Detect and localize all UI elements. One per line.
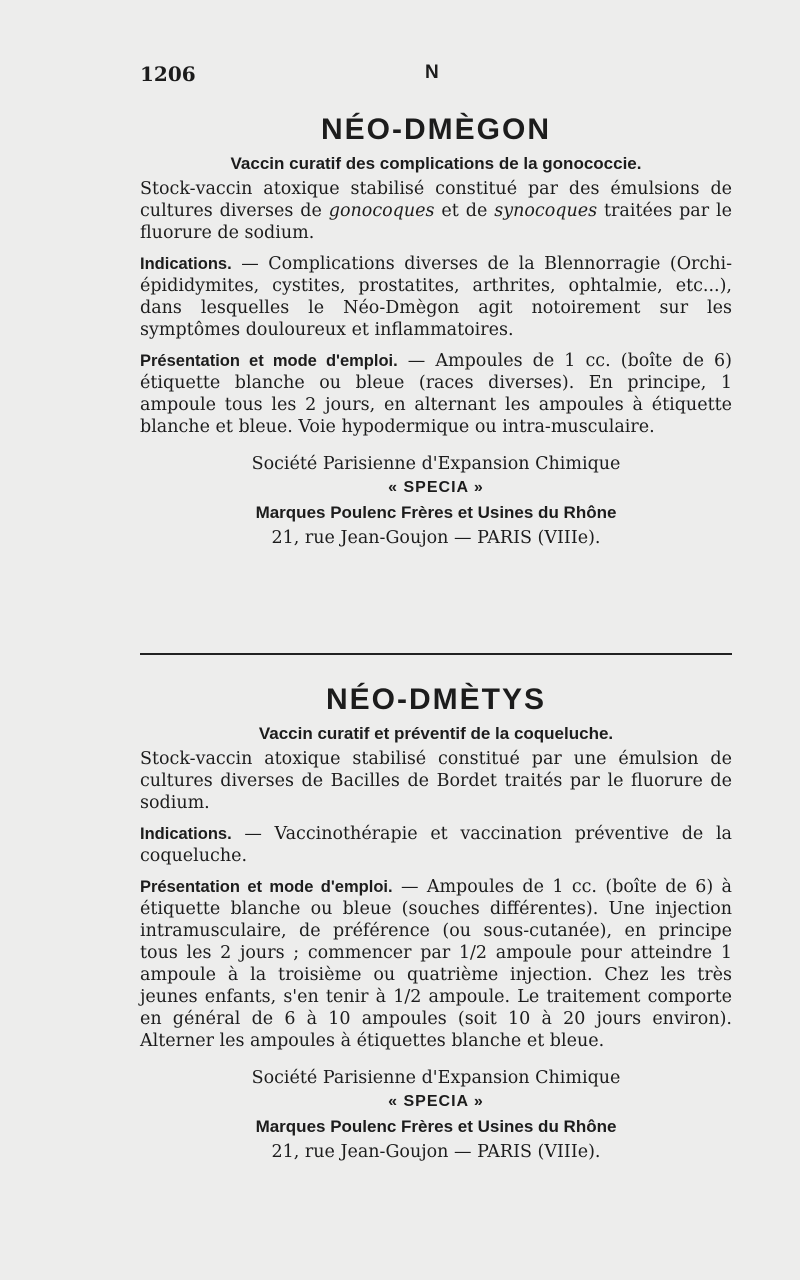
entry-neo-dmegon [140,112,732,550]
entry-description [140,178,732,244]
indications-label: Indications. [140,255,232,273]
brand-marques: Marques Poulenc Frères et Usines du Rhône [255,1117,617,1136]
description-text: et de [434,201,495,221]
section-divider [140,653,732,655]
entry-description: Stock-vaccin atoxique stabilisé constitué par une émulsion de cultures diverses de Bacilles de Bordet traités par le fluorure de sodium. [140,749,732,813]
entry-title: NÉO-DMÈGON [321,113,551,146]
brand-specia: « SPECIA » [388,1093,484,1110]
indications-text: — Complications diverses de la Blennorragie (Orchi-épididymites, cystites, prostatites, arthrites, ophtalmie, etc...), dans lesquelles le Néo-Dmègon agit notoirement sur les symptômes douloureux et inflammatoires. [140,254,732,340]
description-text: traitées par le fluorure de sodium. [140,201,732,243]
brand-specia: « SPECIA » [388,479,484,496]
company-name: Société Parisienne d'Expansion Chimique [251,454,621,474]
indications-label: Indications. [140,825,232,843]
company-address: 21, rue Jean-Goujon — PARIS (VIIIe). [271,528,601,548]
description-italic: gonocoques [328,201,435,221]
entry-presentation [140,876,732,1052]
entry-subtitle: Vaccin curatif et préventif de la coqueluche. [258,724,614,743]
page-number: 1206 [140,62,196,86]
company-name: Société Parisienne d'Expansion Chimique [251,1068,621,1088]
description-italic: synocoques [494,201,598,221]
page-header [0,62,800,92]
company-address: 21, rue Jean-Goujon — PARIS (VIIIe). [271,1142,601,1162]
entry-subtitle: Vaccin curatif des complications de la gonococcie. [230,154,642,173]
indications-text: — Vaccinothérapie et vaccination préventive de la coqueluche. [140,824,732,866]
section-letter: N [425,62,439,83]
presentation-text: — Ampoules de 1 cc. (boîte de 6) étiquette blanche ou bleue (races diverses). En principe, 1 ampoule tous les 2 jours, en alternant les ampoules à étiquette blanche et bleue. Voie hypodermique ou intra-musculaire. [140,351,732,437]
brand-marques: Marques Poulenc Frères et Usines du Rhône [255,503,617,522]
entry-title: NÉO-DMÈTYS [325,683,546,716]
entry-indications [140,253,732,341]
entry-presentation [140,350,732,438]
description-text: Stock-vaccin atoxique stabilisé constitué par des émulsions de cultures diverses de [140,179,732,221]
entry-indications [140,823,732,867]
presentation-label: Présentation et mode d'emploi. [140,352,398,370]
entry-neo-dmetys [140,682,732,1164]
presentation-label: Présentation et mode d'emploi. [140,878,393,896]
presentation-text: — Ampoules de 1 cc. (boîte de 6) à étiquette blanche ou bleue (souches différentes). Une injection intramusculaire, de préférence (ou sous-cutanée), en principe tous les 2 jours ; commencer par 1/2 ampoule pour atteindre 1 ampoule à la troisième ou quatrième injection. Chez les très jeunes enfants, s'en tenir à 1/2 ampoule. Le traitement comporte en général de 6 à 10 ampoules (soit 10 à 20 jours environ). Alterner les ampoules à étiquettes blanche et bleue. [140,877,732,1051]
